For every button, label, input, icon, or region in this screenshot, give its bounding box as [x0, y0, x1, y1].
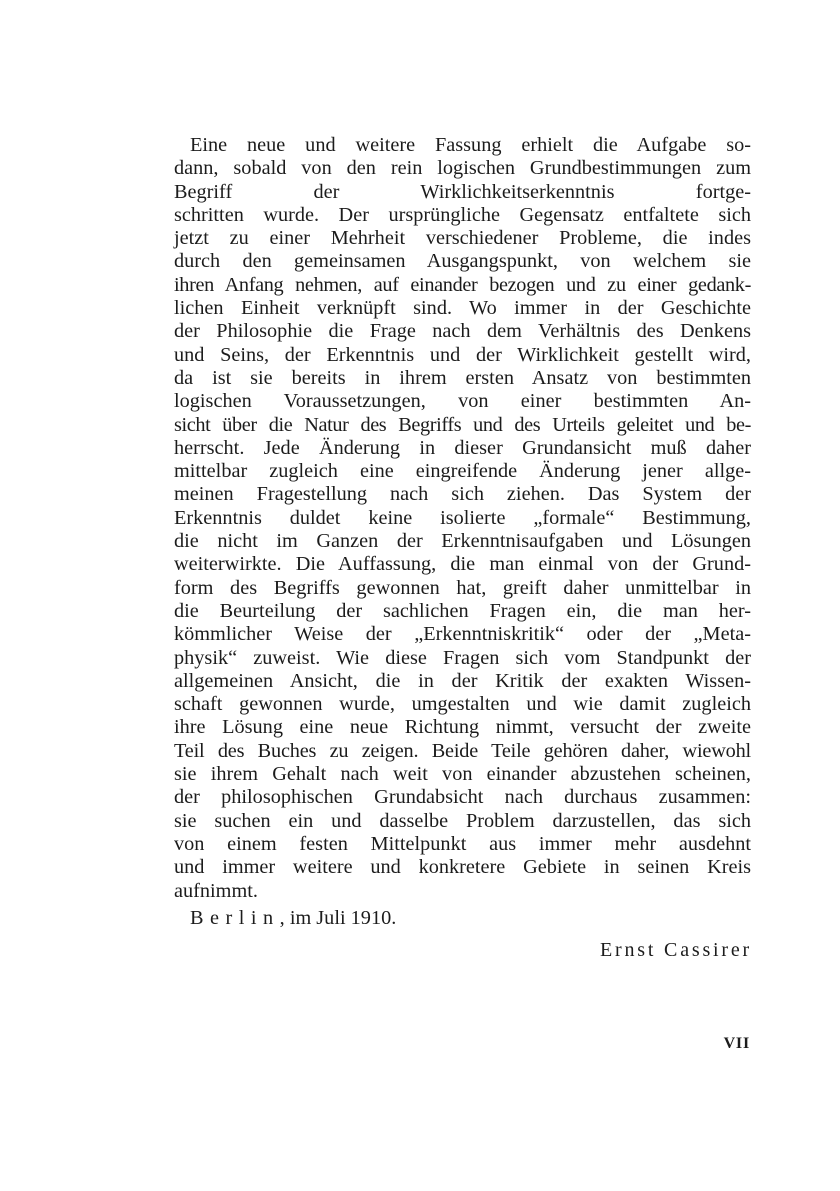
- text-line: Teil des Buches zu zeigen. Beide Teile gehören daher, wiewohl: [174, 739, 751, 762]
- preface-paragraph: [174, 134, 751, 903]
- text-line: sie ihrem Gehalt nach weit von einander abzustehen scheinen,: [174, 763, 751, 786]
- dateline-place: Berlin: [190, 907, 280, 929]
- author-signature: Ernst Cassirer: [600, 939, 752, 961]
- text-line: allgemeinen Ansicht, die in der Kritik der exakten Wissen-: [174, 669, 751, 692]
- text-line: da ist sie bereits in ihrem ersten Ansatz von bestimmten: [174, 366, 751, 389]
- text-line: Eine neue und weitere Fassung erhielt die Aufgabe so-: [190, 134, 751, 156]
- text-line: ihre Lösung eine neue Richtung nimmt, versucht der zweite: [174, 716, 751, 739]
- text-line: form des Begriffs gewonnen hat, greift daher unmittelbar in: [174, 576, 751, 599]
- text-line: die Beurteilung der sachlichen Fragen ein, die man her-: [174, 599, 751, 622]
- text-line: kömmlicher Weise der „Erkenntniskritik“ oder der „Meta-: [174, 623, 751, 646]
- text-line: herrscht. Jede Änderung in dieser Grundansicht muß daher: [174, 436, 751, 459]
- text-line: sie suchen ein und dasselbe Problem darzustellen, das sich: [174, 809, 751, 832]
- text-line: Begriff der Wirklichkeitserkenntnis fortge-: [174, 180, 751, 203]
- dateline-date: , im Juli 1910.: [279, 907, 397, 929]
- text-line: der Philosophie die Frage nach dem Verhältnis des Denkens: [174, 320, 751, 343]
- text-line: der philosophischen Grundabsicht nach durchaus zusammen:: [174, 786, 751, 809]
- page-number: VII: [723, 1035, 750, 1052]
- text-line: durch den gemeinsamen Ausgangspunkt, von welchem sie: [174, 250, 751, 273]
- text-line: die nicht im Ganzen der Erkenntnisaufgaben und Lösungen: [174, 530, 751, 553]
- text-line: ihren Anfang nehmen, auf einander bezogen und zu einer gedank-: [174, 273, 751, 296]
- text-line: von einem festen Mittelpunkt aus immer mehr ausdehnt: [174, 832, 751, 855]
- text-line: schritten wurde. Der ursprüngliche Gegensatz entfaltete sich: [174, 203, 751, 226]
- text-line: und immer weitere und konkretere Gebiete in seinen Kreis: [174, 856, 751, 879]
- text-line: logischen Voraussetzungen, von einer bestimmten An-: [174, 390, 751, 413]
- text-line: aufnimmt.: [174, 879, 258, 902]
- text-line: sicht über die Natur des Begriffs und des Urteils geleitet und be-: [174, 413, 751, 436]
- text-line: dann, sobald von den rein logischen Grundbestimmungen zum: [174, 157, 751, 180]
- text-line: schaft gewonnen wurde, umgestalten und wie damit zugleich: [174, 693, 751, 716]
- text-line: meinen Fragestellung nach sich ziehen. Das System der: [174, 483, 751, 506]
- text-line: weiterwirkte. Die Auffassung, die man einmal von der Grund-: [174, 553, 751, 576]
- text-line: und Seins, der Erkenntnis und der Wirklichkeit gestellt wird,: [174, 343, 751, 366]
- text-line: Erkenntnis duldet keine isolierte „formale“ Bestimmung,: [174, 506, 751, 529]
- text-line: jetzt zu einer Mehrheit verschiedener Probleme, die indes: [174, 227, 751, 250]
- text-line: physik“ zuweist. Wie diese Fragen sich vom Standpunkt der: [174, 646, 751, 669]
- text-line: mittelbar zugleich eine eingreifende Änderung jener allge-: [174, 460, 751, 483]
- text-line: lichen Einheit verknüpft sind. Wo immer in der Geschichte: [174, 297, 751, 320]
- dateline: [190, 906, 396, 930]
